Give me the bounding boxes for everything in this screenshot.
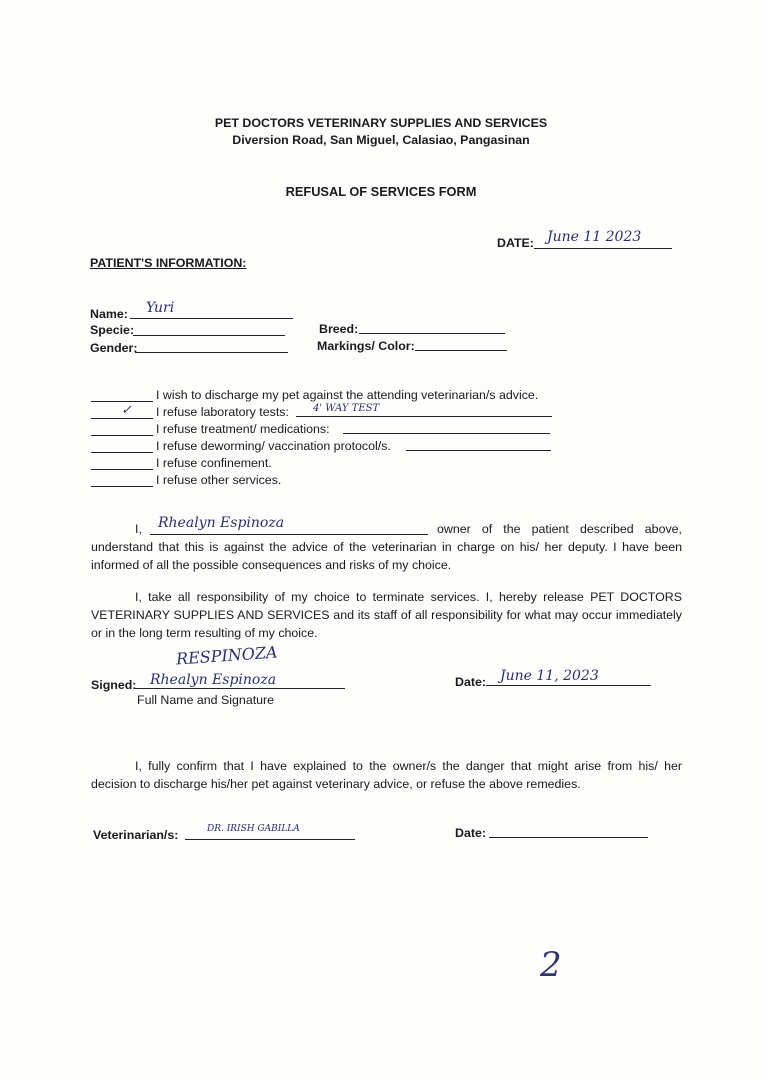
date-line xyxy=(534,248,672,249)
date-value[interactable]: June 11 2023 xyxy=(547,229,642,245)
treatment-field[interactable] xyxy=(343,433,550,434)
option-label: I refuse laboratory tests: xyxy=(156,405,289,419)
veterinarian-line xyxy=(185,839,355,840)
vet-date-label: Date: xyxy=(455,826,486,840)
company-address: Diversion Road, San Miguel, Calasiao, Pangasinan xyxy=(232,133,530,147)
option-check-line[interactable] xyxy=(91,452,153,453)
markings-label: Markings/ Color: xyxy=(317,339,415,353)
gender-label: Gender: xyxy=(90,341,138,355)
option-label: I refuse deworming/ vaccination protocol/s. xyxy=(156,439,391,453)
signature-name[interactable]: Rhealyn Espinoza xyxy=(150,672,277,688)
veterinarian-label: Veterinarian/s: xyxy=(93,828,179,842)
owner-name-line xyxy=(150,534,428,535)
signature-line xyxy=(135,688,345,689)
lab-tests-value[interactable]: 4' WAY TEST xyxy=(313,403,380,414)
option-check-line[interactable] xyxy=(91,401,153,402)
specie-field[interactable] xyxy=(133,335,285,336)
breed-label: Breed: xyxy=(319,322,359,336)
name-line xyxy=(130,318,293,319)
breed-field[interactable] xyxy=(359,333,505,334)
markings-field[interactable] xyxy=(415,350,507,351)
page-mark: 2 xyxy=(540,945,562,985)
date-label: DATE: xyxy=(497,236,534,250)
option-label: I refuse confinement. xyxy=(156,456,272,470)
responsibility-text: I, take all responsibility of my choice to terminate services. I, hereby release PET DOCTORS VETERINARY SUPPLIES AND SERVICES and its staff of all responsibility for what may occur immediately or in the long term resulting of my choice. xyxy=(91,590,682,640)
signature-mark: RESPINOZA xyxy=(175,642,279,669)
option-label: I wish to discharge my pet against the attending veterinarian/s advice. xyxy=(156,388,539,402)
signature-date-label: Date: xyxy=(455,675,486,689)
option-check-line[interactable] xyxy=(91,469,153,470)
signature-caption: Full Name and Signature xyxy=(137,693,275,707)
option-check-mark: ✓ xyxy=(121,403,132,418)
company-name: PET DOCTORS VETERINARY SUPPLIES AND SERVICES xyxy=(214,116,548,130)
signature-date-value[interactable]: June 11, 2023 xyxy=(500,668,599,684)
name-label: Name: xyxy=(90,307,128,321)
vet-confirmation-text: I, fully confirm that I have explained to the owner/s the danger that might arise from his/ her decision to discharge his/her pet against veterinary advice, or refuse the above remedies. xyxy=(91,759,682,791)
option-check-line[interactable] xyxy=(91,418,153,419)
option-check-line[interactable] xyxy=(91,486,153,487)
declaration-prefix: I, xyxy=(135,522,142,536)
option-label: I refuse other services. xyxy=(156,473,282,487)
vet-date-field[interactable] xyxy=(489,837,648,838)
patient-section-title: PATIENT'S INFORMATION: xyxy=(90,256,247,270)
declaration-line1: owner of the patient described above, xyxy=(437,522,682,536)
lab-tests-line xyxy=(296,416,552,417)
deworming-field[interactable] xyxy=(406,450,551,451)
signed-label: Signed: xyxy=(91,678,137,692)
form-title: REFUSAL OF SERVICES FORM xyxy=(285,184,477,199)
declaration-text: understand that this is against the advice of the veterinarian in charge on his/ her deputy. I have been informed of all the possible consequences and risks of my choice. xyxy=(91,540,682,572)
option-check-line[interactable] xyxy=(91,435,153,436)
signature-date-line xyxy=(486,685,651,686)
gender-field[interactable] xyxy=(135,352,288,353)
name-value[interactable]: Yuri xyxy=(146,300,175,316)
owner-name-value[interactable]: Rhealyn Espinoza xyxy=(158,515,285,531)
veterinarian-value[interactable]: DR. IRISH GABILLA xyxy=(207,824,300,834)
option-label: I refuse treatment/ medications: xyxy=(156,422,330,436)
specie-label: Specie: xyxy=(90,323,135,337)
